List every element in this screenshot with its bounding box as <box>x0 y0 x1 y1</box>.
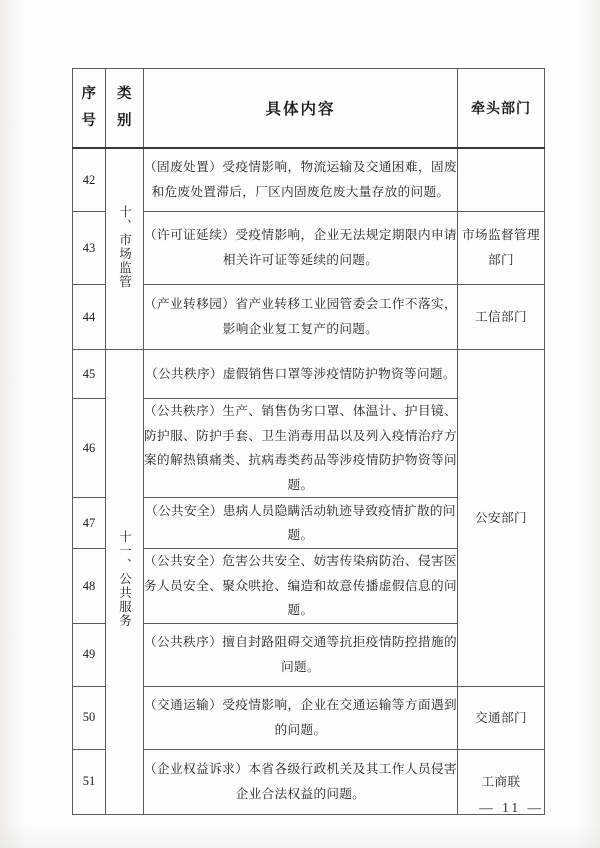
row-seq: 50 <box>73 686 106 749</box>
header-category-line2: 别 <box>117 113 132 129</box>
row-department-text: 工信部门 <box>475 309 527 324</box>
row-department-text: 工商联 <box>481 774 521 789</box>
header-cell-seq <box>73 69 106 149</box>
row-department <box>458 350 545 687</box>
row-content <box>144 549 458 624</box>
category-cell-market-supervision <box>106 148 144 350</box>
row-content-text: （公共秩序）擅自封路阻碍交通等抗拒疫情防控措施的问题。 <box>144 635 457 674</box>
row-seq: 43 <box>73 212 106 285</box>
row-content-text: （公共秩序）虚假销售口罩等涉疫情防护物资等问题。 <box>145 366 456 381</box>
header-cell-department <box>458 69 545 149</box>
row-content <box>144 399 458 498</box>
table-row <box>73 350 545 399</box>
row-department <box>458 686 545 749</box>
row-department-text: 交通部门 <box>475 710 527 725</box>
row-content <box>144 285 458 350</box>
header-content-label: 具体内容 <box>265 101 336 118</box>
table-row <box>73 148 545 212</box>
row-content <box>144 148 458 212</box>
row-seq: 51 <box>73 749 106 814</box>
row-content <box>144 686 458 749</box>
row-content-text: （公共安全）患病人员隐瞒活动轨迹导致疫情扩散的问题。 <box>145 503 456 543</box>
table-header-row <box>73 69 545 149</box>
row-seq: 45 <box>73 350 106 399</box>
row-content-text: （许可证延续）受疫情影响，企业无法规定期限内申请相关许可证等延续的问题。 <box>144 228 457 267</box>
row-seq: 49 <box>73 623 106 686</box>
row-content-text: （企业权益诉求）本省各级行政机关及其工作人员侵害企业合法权益的问题。 <box>144 762 457 801</box>
table-row <box>73 285 545 350</box>
row-content-text: （交通运输）受疫情影响，企业在交通运输等方面遇到的问题。 <box>144 698 457 737</box>
row-content <box>144 749 458 814</box>
table-row <box>73 749 545 814</box>
row-seq: 42 <box>73 148 106 212</box>
header-category-line1: 类 <box>117 86 132 103</box>
row-department <box>458 212 545 285</box>
row-content-text: （公共秩序）生产、销售伪劣口罩、体温计、护目镜、防护服、防护手套、卫生消毒用品以及列入疫情治疗方案的解热镇痛类、抗病毒类药品等涉疫情防护物资等问题。 <box>144 404 457 492</box>
row-content-text: （产业转移园）省产业转移工业园管委会工作不落实，影响企业复工复产的问题。 <box>144 297 457 336</box>
header-cell-content <box>144 69 458 149</box>
row-content <box>144 498 458 549</box>
category-label: 十一、公共服务 <box>117 530 132 629</box>
row-content <box>144 350 458 399</box>
row-content-text: （公共安全）危害公共安全、妨害传染病防治、侵害医务人员安全、聚众哄抢、编造和故意传播虚假信息的问题。 <box>144 554 457 618</box>
row-seq: 44 <box>73 285 106 350</box>
header-seq-line2: 号 <box>81 113 97 129</box>
header-cell-category <box>106 69 144 149</box>
category-cell-public-service <box>106 350 144 815</box>
row-department-text: 市场监督管理部门 <box>462 228 540 267</box>
header-seq-line1: 序 <box>81 86 97 103</box>
row-department <box>458 285 545 350</box>
table-row <box>73 686 545 749</box>
row-department <box>458 148 545 212</box>
row-content <box>144 623 458 686</box>
page-number: — 11 — <box>479 800 544 815</box>
row-department-text: 公安部门 <box>475 510 527 525</box>
category-label: 十、市场监管 <box>117 204 132 289</box>
row-seq: 48 <box>73 549 106 624</box>
row-seq: 47 <box>73 498 106 549</box>
header-department-label: 牵头部门 <box>471 102 531 117</box>
table-row <box>73 212 545 285</box>
issues-table <box>72 68 545 815</box>
row-content <box>144 212 458 285</box>
row-content-text: （固废处置）受疫情影响，物流运输及交通困难，固废和危废处置滞后，厂区内固废危废大量存放的问题。 <box>144 160 457 199</box>
row-seq: 46 <box>73 399 106 498</box>
